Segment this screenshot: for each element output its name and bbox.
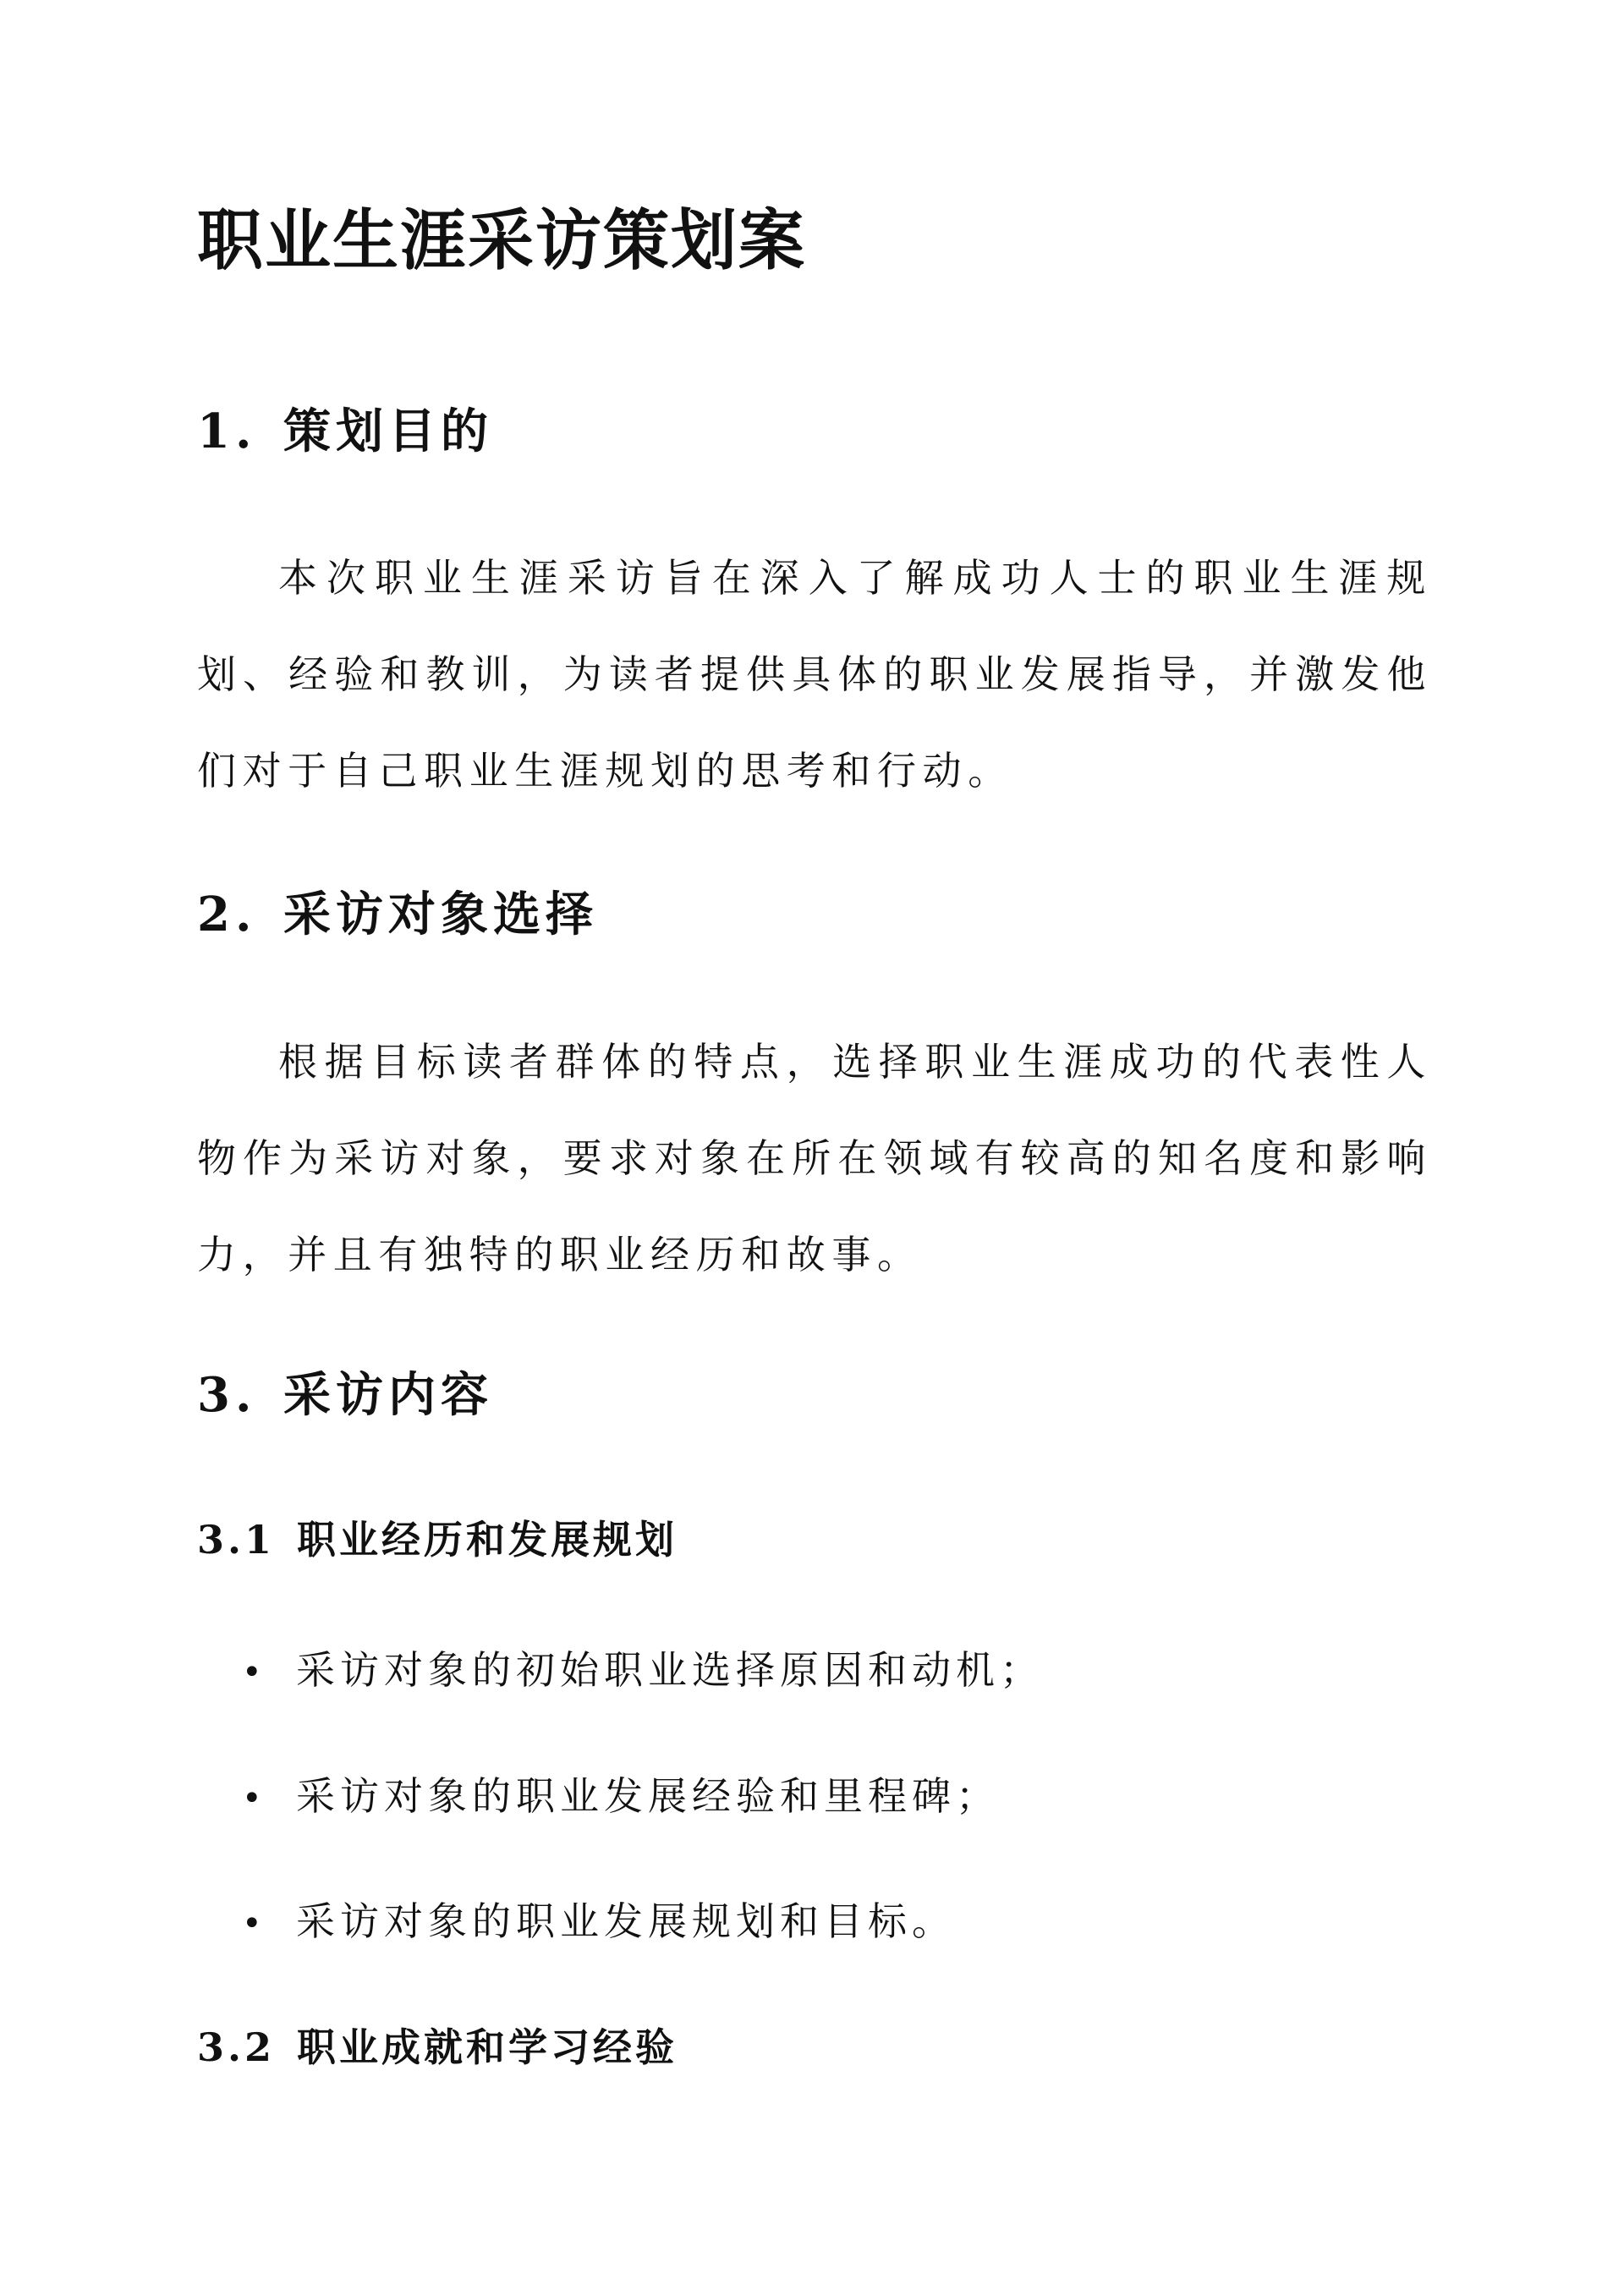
section-number: 2. (197, 887, 257, 942)
subsection-3-2-heading (197, 2022, 678, 2073)
section-2-paragraph: 根据目标读者群体的特点，选择职业生涯成功的代表性人物作为采访对象，要求对象在所在领域有较高的知名度和影响力，并且有独特的职业经历和故事。 (197, 1039, 1432, 1277)
subsection-3-1-heading (197, 1514, 678, 1565)
section-number: 1. (197, 404, 257, 459)
subsection-number: 3.1 (197, 1517, 276, 1563)
bullet-icon: • (242, 1779, 267, 1818)
list-item-text: 采访对象的职业发展经验和里程碑； (296, 1773, 1000, 1819)
list-item (242, 1645, 1044, 1698)
bullet-icon: • (242, 1904, 267, 1943)
section-title: 采访内容 (283, 1367, 493, 1423)
list-item (242, 1896, 956, 1949)
document-title: 职业生涯采访策划案 (197, 202, 807, 279)
subsection-number: 3.2 (197, 2024, 276, 2070)
list-item (242, 1771, 1000, 1824)
section-3-heading (197, 1365, 493, 1425)
section-2-heading (197, 885, 598, 944)
section-1-heading (197, 402, 493, 461)
bullet-icon: • (242, 1653, 267, 1692)
list-item-text: 采访对象的初始职业选择原因和动机； (296, 1647, 1044, 1693)
subsection-title: 职业成就和学习经验 (297, 2024, 678, 2070)
section-title: 采访对象选择 (283, 887, 598, 942)
list-item-text: 采访对象的职业发展规划和目标。 (296, 1898, 956, 1944)
section-title: 策划目的 (283, 404, 493, 459)
section-1-paragraph: 本次职业生涯采访旨在深入了解成功人士的职业生涯规划、经验和教训，为读者提供具体的职业发展指导，并激发他们对于自己职业生涯规划的思考和行动。 (197, 555, 1432, 794)
subsection-title: 职业经历和发展规划 (297, 1517, 678, 1563)
section-number: 3. (197, 1367, 257, 1423)
